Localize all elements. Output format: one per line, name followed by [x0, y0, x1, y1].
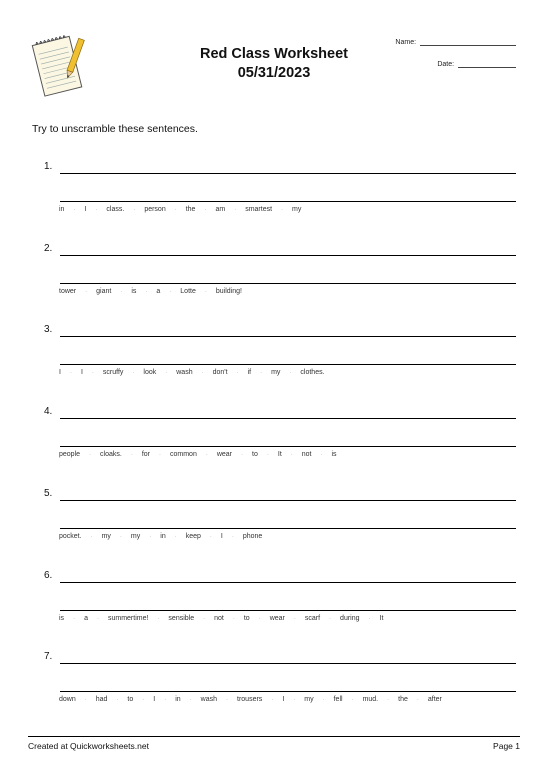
word-separator: · — [142, 697, 145, 704]
word-separator: · — [174, 533, 177, 540]
word-separator: · — [387, 697, 390, 704]
word-separator: · — [293, 697, 296, 704]
scrambled-word: class. — [106, 206, 125, 213]
word-separator: · — [290, 452, 293, 459]
scrambled-word: I — [153, 696, 156, 704]
instructions: Try to unscramble these sentences. — [32, 123, 198, 135]
word-separator: · — [201, 370, 204, 377]
word-separator: · — [73, 207, 76, 213]
scrambled-words — [59, 615, 383, 622]
word-separator: · — [258, 615, 261, 622]
word-separator: · — [231, 533, 234, 540]
scrambled-word: I — [80, 369, 83, 377]
scrambled-word: giant — [96, 287, 112, 295]
word-separator: · — [232, 615, 235, 622]
scrambled-word: wear — [269, 614, 285, 622]
word-separator: · — [189, 697, 192, 704]
word-separator: · — [289, 370, 292, 377]
scrambled-word: scarf — [304, 614, 321, 622]
answer-line[interactable] — [60, 582, 516, 583]
word-separator: · — [130, 452, 133, 459]
scrambled-word: mud. — [362, 696, 379, 704]
scrambled-word: a — [156, 287, 161, 295]
answer-line[interactable] — [60, 500, 516, 501]
scrambled-word: the — [398, 696, 408, 704]
word-separator: · — [157, 615, 160, 622]
word-separator: · — [133, 207, 136, 213]
scrambled-word: look — [143, 369, 157, 377]
date-label: Date: — [437, 61, 455, 68]
scrambled-word: I — [84, 206, 87, 213]
scrambled-word: building! — [215, 287, 242, 295]
word-separator: · — [84, 697, 87, 704]
name-field[interactable] — [395, 38, 516, 46]
scrambled-word: common — [170, 451, 197, 459]
word-separator: · — [149, 533, 152, 540]
scrambled-word: trousers — [237, 696, 263, 704]
word-separator: · — [329, 615, 332, 622]
answer-line[interactable] — [60, 283, 516, 284]
scrambled-word: I — [282, 696, 285, 704]
scrambled-word: my — [101, 532, 111, 540]
scrambled-word: my — [271, 369, 281, 377]
word-separator: · — [241, 452, 244, 459]
scrambled-word: don't — [212, 369, 228, 377]
scrambled-word: fell — [333, 696, 343, 704]
question-item — [0, 487, 548, 564]
word-separator: · — [351, 697, 354, 704]
word-separator: · — [204, 288, 207, 295]
scrambled-words — [59, 696, 442, 703]
question-item — [0, 242, 548, 319]
word-separator: · — [165, 370, 168, 377]
scrambled-word: during — [340, 614, 360, 622]
scrambled-word: is — [331, 451, 337, 459]
word-separator: · — [132, 370, 135, 377]
answer-line[interactable] — [60, 255, 516, 256]
scrambled-word: in — [175, 696, 181, 704]
answer-line[interactable] — [60, 201, 516, 202]
scrambled-words — [59, 288, 242, 295]
date-field[interactable] — [437, 60, 516, 68]
scrambled-word: not — [214, 614, 224, 622]
scrambled-word: is — [59, 614, 65, 622]
scrambled-word: my — [304, 696, 314, 704]
date-blank[interactable] — [458, 60, 516, 68]
scrambled-word: wash — [200, 696, 218, 704]
scrambled-word: the — [185, 206, 196, 213]
word-separator: · — [234, 207, 237, 213]
word-separator: · — [95, 207, 98, 213]
answer-line[interactable] — [60, 336, 516, 337]
scrambled-word: down — [59, 696, 76, 704]
word-separator: · — [209, 533, 212, 540]
scrambled-words — [59, 206, 301, 213]
scrambled-word: wear — [216, 451, 233, 459]
word-separator: · — [320, 452, 323, 459]
word-separator: · — [271, 697, 274, 704]
footer-divider — [28, 736, 520, 737]
word-separator: · — [322, 697, 325, 704]
scrambled-word: in — [59, 206, 65, 213]
question-number: 4. — [44, 406, 53, 418]
answer-line[interactable] — [60, 173, 516, 174]
answer-line[interactable] — [60, 691, 516, 692]
scrambled-word: Lotte — [180, 287, 196, 295]
scrambled-word: not — [301, 451, 312, 459]
worksheet-title: Red Class Worksheet — [199, 46, 348, 62]
scrambled-word: if — [247, 369, 252, 377]
answer-line[interactable] — [60, 418, 516, 419]
word-separator: · — [159, 452, 161, 459]
scrambled-word: to — [127, 696, 134, 704]
word-separator: · — [174, 207, 177, 213]
word-separator: · — [85, 288, 88, 295]
scrambled-word: person — [144, 206, 166, 213]
scrambled-word: is — [131, 287, 137, 295]
word-separator: · — [164, 697, 167, 704]
scrambled-words — [59, 369, 325, 376]
question-item — [0, 324, 548, 400]
word-separator: · — [91, 370, 94, 377]
word-separator: · — [116, 697, 119, 704]
scrambled-word: to — [243, 614, 250, 622]
scrambled-word: after — [427, 696, 442, 704]
scrambled-word: tower — [59, 287, 77, 295]
scrambled-word: scruffy — [102, 369, 124, 377]
scrambled-word: pocket. — [59, 532, 82, 540]
worksheet-date: 05/31/2023 — [237, 65, 311, 81]
scrambled-word: my — [130, 532, 141, 540]
word-separator: · — [169, 288, 172, 295]
question-number: 2. — [44, 242, 53, 254]
word-separator: · — [69, 370, 72, 377]
word-separator: · — [281, 207, 284, 213]
page-number: Page 1 — [493, 741, 520, 751]
scrambled-words — [59, 533, 262, 540]
word-separator: · — [90, 533, 93, 540]
answer-line[interactable] — [60, 610, 516, 611]
scrambled-word: sensible — [168, 614, 195, 622]
word-separator: · — [203, 615, 206, 622]
scrambled-words — [59, 451, 337, 458]
question-number: 7. — [44, 651, 53, 663]
question-item — [0, 569, 548, 646]
answer-line[interactable] — [60, 364, 516, 365]
scrambled-word: to — [252, 451, 258, 459]
word-separator: · — [89, 452, 92, 459]
scrambled-word: I — [220, 532, 223, 540]
word-separator: · — [293, 615, 296, 622]
word-separator: · — [416, 697, 419, 704]
word-separator: · — [260, 370, 263, 377]
scrambled-word: It — [379, 614, 384, 622]
question-item — [0, 161, 548, 237]
word-separator: · — [73, 615, 76, 622]
footer-credit: Created at Quickworksheets.net — [28, 741, 149, 751]
scrambled-word: cloaks. — [100, 451, 122, 459]
scrambled-word: am — [215, 206, 226, 213]
scrambled-word: smartest — [245, 206, 273, 213]
question-number: 5. — [44, 487, 53, 499]
word-separator: · — [205, 452, 208, 459]
answer-line[interactable] — [60, 663, 516, 664]
question-number: 6. — [44, 569, 53, 581]
scrambled-word: clothes. — [300, 369, 325, 377]
scrambled-word: my — [292, 206, 302, 213]
scrambled-word: I — [59, 369, 61, 377]
word-separator: · — [266, 452, 269, 459]
question-item — [0, 406, 548, 482]
word-separator: · — [236, 370, 239, 377]
question-number: 1. — [44, 161, 53, 172]
scrambled-word: a — [84, 614, 88, 622]
word-separator: · — [145, 288, 148, 295]
word-separator: · — [204, 207, 207, 213]
scrambled-word: people — [59, 451, 81, 459]
answer-line[interactable] — [60, 446, 516, 447]
question-number: 3. — [44, 324, 53, 336]
scrambled-word: wash — [176, 369, 193, 377]
scrambled-word: had — [95, 696, 108, 704]
word-separator: · — [120, 288, 123, 295]
word-separator: · — [368, 615, 371, 622]
word-separator: · — [119, 533, 122, 540]
scrambled-word: in — [160, 532, 166, 540]
word-separator: · — [226, 697, 229, 704]
name-blank[interactable] — [420, 38, 516, 46]
name-label: Name: — [395, 39, 417, 46]
scrambled-word: for — [141, 451, 150, 459]
scrambled-word: phone — [242, 532, 263, 540]
question-item — [0, 651, 548, 727]
scrambled-word: keep — [185, 532, 201, 540]
scrambled-word: summertime! — [107, 614, 149, 622]
word-separator: · — [96, 615, 99, 622]
answer-line[interactable] — [60, 528, 516, 529]
scrambled-word: It — [277, 451, 282, 459]
